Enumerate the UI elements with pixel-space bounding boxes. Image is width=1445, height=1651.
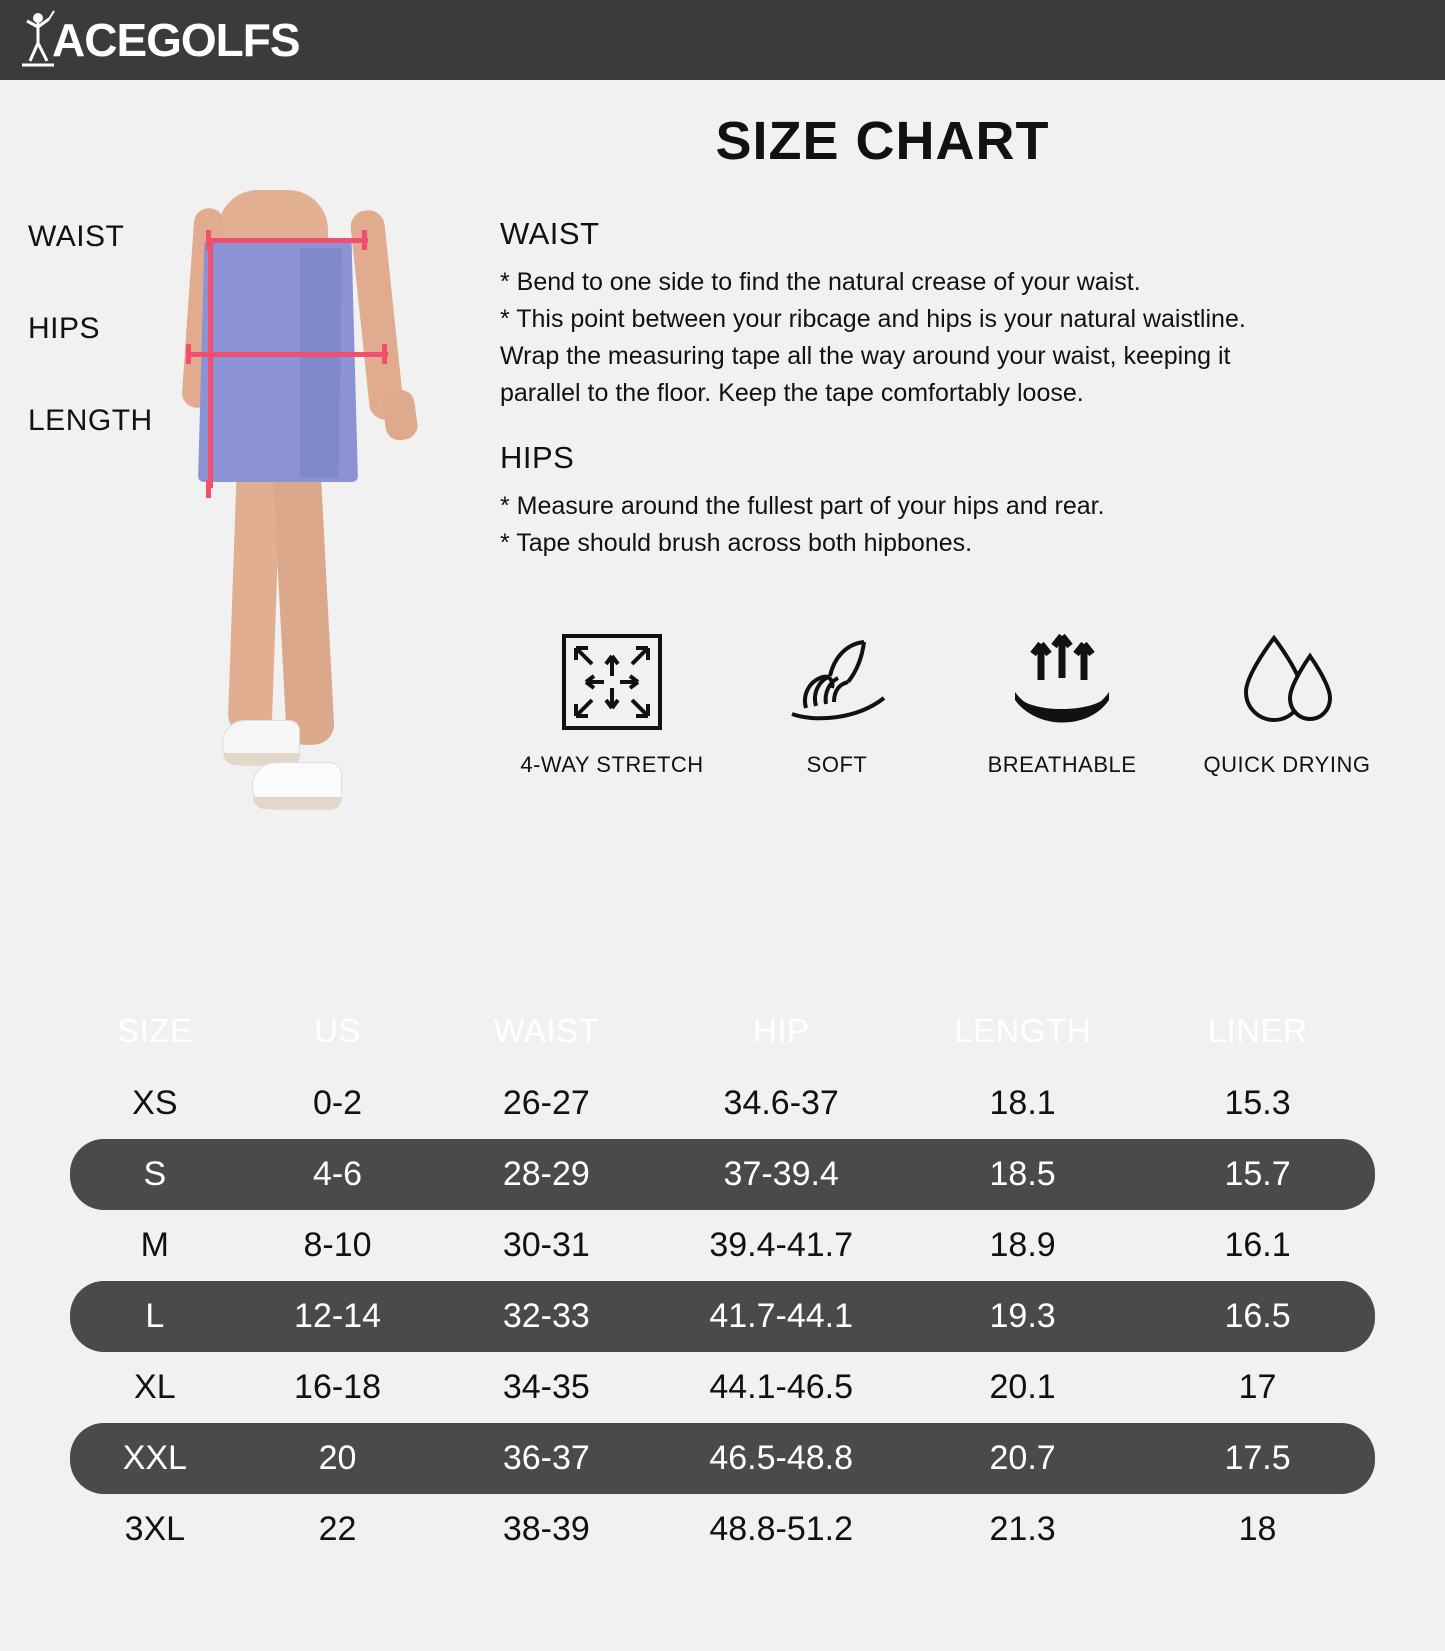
- feature-label: QUICK DRYING: [1203, 752, 1371, 777]
- diagram-label-waist: WAIST: [28, 220, 125, 253]
- cell-hip: 34.6-37: [723, 1084, 839, 1122]
- cell-liner: 15.3: [1224, 1084, 1291, 1122]
- hips-instructions-body: [500, 488, 1415, 562]
- cell-hip: 39.4-41.7: [709, 1226, 854, 1264]
- table-header-us: US: [314, 1012, 361, 1049]
- golfer-icon: [18, 9, 58, 71]
- diagram-label-hips: HIPS: [28, 312, 101, 345]
- cell-size: M: [140, 1226, 169, 1264]
- brand-name: ACEGOLFS: [52, 14, 300, 66]
- length-guide-cap-top: [206, 230, 211, 248]
- cell-us: 22: [318, 1510, 357, 1548]
- cell-size: XS: [132, 1084, 178, 1122]
- brand-header: [0, 0, 1445, 80]
- cell-us: 8-10: [303, 1226, 372, 1264]
- brand-logo: [18, 9, 300, 71]
- hips-guide-cap-left: [186, 344, 191, 364]
- cell-length: 19.3: [905, 1281, 1140, 1352]
- cell-liner: 16.1: [1224, 1226, 1291, 1264]
- hips-guide-line: [188, 352, 388, 357]
- table-row: [70, 1068, 1375, 1139]
- model-hand-right: [381, 388, 420, 442]
- length-guide-line: [208, 238, 213, 488]
- cell-waist: 36-37: [435, 1423, 657, 1494]
- model-leg-left: [227, 474, 280, 735]
- four-way-stretch-icon: [512, 622, 712, 742]
- upper-section: [0, 172, 1445, 972]
- waist-guide-line: [208, 238, 368, 243]
- cell-size: XL: [134, 1368, 176, 1406]
- cell-waist: 26-27: [502, 1084, 590, 1122]
- cell-waist: 32-33: [435, 1281, 657, 1352]
- table-row: [70, 1423, 1375, 1494]
- model-shoe-left: [222, 720, 300, 766]
- cell-hip: 48.8-51.2: [709, 1510, 854, 1548]
- cell-size: XXL: [70, 1423, 240, 1494]
- length-guide-cap-bottom: [206, 480, 211, 498]
- table-row: [70, 1281, 1375, 1352]
- model-illustration: [160, 190, 460, 830]
- feature-icons: [500, 622, 1415, 778]
- diagram-labels: [28, 220, 153, 496]
- cell-waist: 34-35: [502, 1368, 590, 1406]
- table-row: [70, 1139, 1375, 1210]
- table-header-row: [70, 994, 1375, 1068]
- hips-guide-cap-right: [382, 344, 387, 364]
- feature-soft: [737, 622, 937, 778]
- cell-size: 3XL: [124, 1510, 186, 1548]
- diagram-label-length: LENGTH: [28, 404, 153, 437]
- cell-liner: 17.5: [1140, 1423, 1375, 1494]
- waist-instruction-line-3: Wrap the measuring tape all the way around your waist, keeping it: [500, 342, 1231, 370]
- instructions: [480, 190, 1445, 972]
- waist-instructions-body: [500, 264, 1415, 412]
- cell-waist: 38-39: [502, 1510, 590, 1548]
- cell-hip: 41.7-44.1: [657, 1281, 905, 1352]
- table-header-size: SIZE: [117, 1012, 193, 1049]
- hips-instruction-line-2: * Tape should brush across both hipbones.: [500, 529, 973, 557]
- waist-instruction-line-2: * This point between your ribcage and hips is your natural waistline.: [500, 305, 1246, 333]
- cell-length: 18.9: [989, 1226, 1056, 1264]
- page-title: SIZE CHART: [715, 111, 1050, 171]
- cell-length: 18.1: [989, 1084, 1056, 1122]
- table-row: [70, 1494, 1375, 1565]
- table-row: [70, 1352, 1375, 1423]
- cell-length: 20.7: [905, 1423, 1140, 1494]
- cell-length: 18.5: [905, 1139, 1140, 1210]
- cell-waist: 30-31: [502, 1226, 590, 1264]
- cell-us: 4-6: [240, 1139, 436, 1210]
- cell-liner: 15.7: [1140, 1139, 1375, 1210]
- feature-label: 4-WAY STRETCH: [520, 752, 704, 777]
- cell-waist: 28-29: [435, 1139, 657, 1210]
- cell-us: 0-2: [312, 1084, 363, 1122]
- hips-instructions-heading: HIPS: [500, 440, 575, 475]
- product-skirt-shadow: [300, 248, 342, 478]
- cell-us: 20: [240, 1423, 436, 1494]
- cell-liner: 18: [1238, 1510, 1277, 1548]
- size-table-wrap: [0, 972, 1445, 1583]
- cell-length: 21.3: [989, 1510, 1056, 1548]
- cell-us: 12-14: [240, 1281, 436, 1352]
- size-table: [70, 994, 1375, 1565]
- cell-size: L: [70, 1281, 240, 1352]
- cell-liner: 16.5: [1140, 1281, 1375, 1352]
- table-header-hip: HIP: [752, 1012, 810, 1049]
- soft-hand-icon: [737, 622, 937, 742]
- waist-instruction-line-1: * Bend to one side to find the natural crease of your waist.: [500, 268, 1141, 296]
- model-shoe-right: [252, 762, 342, 810]
- quick-drying-droplets-icon: [1187, 622, 1387, 742]
- measure-diagram: [0, 190, 480, 972]
- cell-hip: 37-39.4: [657, 1139, 905, 1210]
- table-header-length: LENGTH: [954, 1012, 1092, 1049]
- waist-instruction-line-4: parallel to the floor. Keep the tape comfortably loose.: [500, 379, 1084, 407]
- table-header-liner: LINER: [1207, 1012, 1308, 1049]
- feature-breathable: [962, 622, 1162, 778]
- feature-quick-drying: [1187, 622, 1387, 778]
- feature-label: SOFT: [806, 752, 868, 777]
- breathable-icon: [962, 622, 1162, 742]
- table-row: [70, 1210, 1375, 1281]
- table-header-waist: WAIST: [493, 1012, 600, 1049]
- model-leg-right: [273, 474, 335, 746]
- cell-length: 20.1: [989, 1368, 1056, 1406]
- hips-instruction-line-1: * Measure around the fullest part of your hips and rear.: [500, 492, 1105, 520]
- feature-4-way-stretch: [512, 622, 712, 778]
- waist-guide-cap-right: [362, 230, 367, 250]
- cell-liner: 17: [1238, 1368, 1277, 1406]
- feature-label: BREATHABLE: [987, 752, 1137, 777]
- waist-instructions-heading: WAIST: [500, 216, 600, 251]
- cell-hip: 44.1-46.5: [709, 1368, 854, 1406]
- cell-hip: 46.5-48.8: [657, 1423, 905, 1494]
- cell-size: S: [70, 1139, 240, 1210]
- cell-us: 16-18: [294, 1368, 381, 1406]
